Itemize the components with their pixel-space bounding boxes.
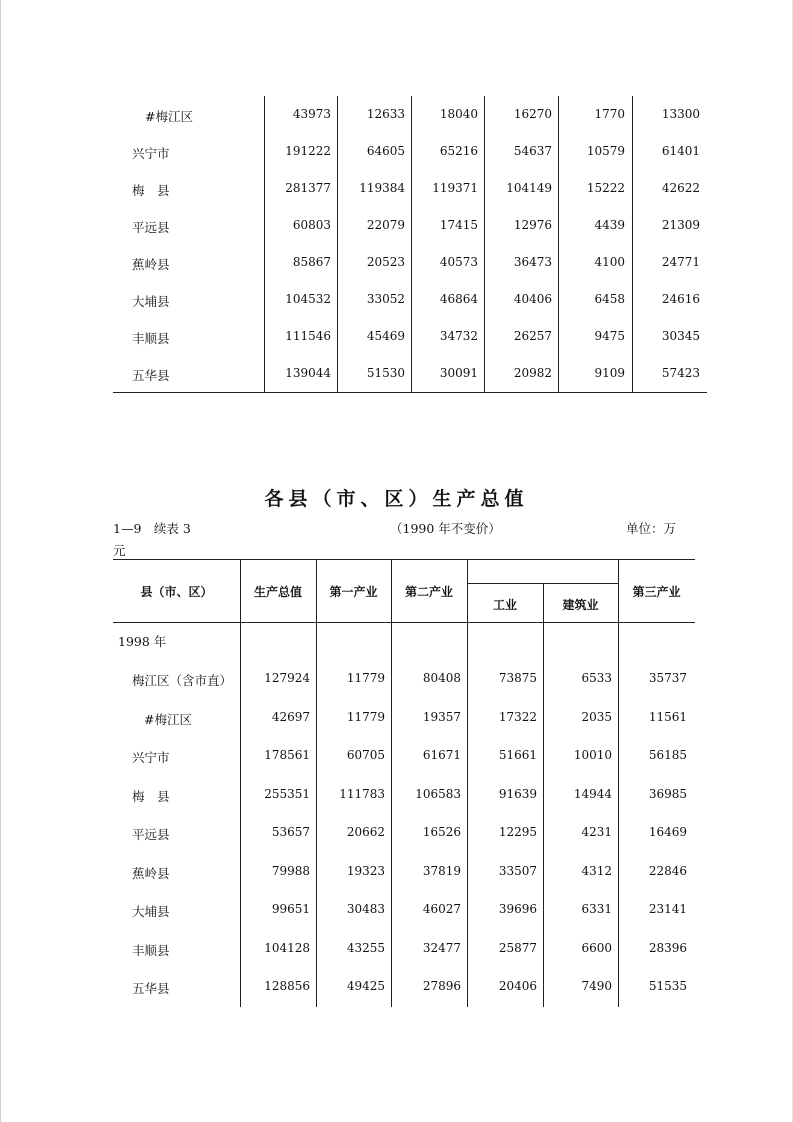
cell-value: 10579 <box>586 144 625 158</box>
cell-value: 11779 <box>346 709 385 724</box>
cell-value: 46027 <box>422 902 461 916</box>
row-name: 大埔县 <box>132 294 170 309</box>
header-secondary: 第二产业 <box>404 585 453 599</box>
cell-value: 61401 <box>661 144 700 158</box>
cell-value: 36473 <box>513 255 552 269</box>
cell-value: 22846 <box>648 863 687 878</box>
cell-value: 20406 <box>498 979 537 993</box>
cell-value: 99651 <box>271 902 310 916</box>
cell-value: 43255 <box>346 940 385 955</box>
cell-value: 73875 <box>498 671 537 685</box>
row-name: 梅 县 <box>132 788 170 804</box>
cell-value: 15222 <box>586 181 625 195</box>
header-gdp: 生产总值 <box>253 585 302 599</box>
table-id: 1—9 续表 3 <box>113 521 191 536</box>
cell-value: 119384 <box>359 181 405 195</box>
cell-value: 43973 <box>292 107 331 121</box>
cell-value: 11779 <box>346 671 385 685</box>
cell-value: 34732 <box>439 329 478 343</box>
cell-value: 36985 <box>648 786 687 801</box>
row-name: 兴宁市 <box>132 750 170 765</box>
table-top-rule <box>113 559 695 560</box>
cell-value: 51530 <box>366 366 405 380</box>
row-name: 蕉岭县 <box>132 257 170 272</box>
cell-value: 23141 <box>648 902 687 916</box>
cell-value: 45469 <box>366 329 405 343</box>
row-name: 蕉岭县 <box>132 865 170 881</box>
year-label: 1998 年 <box>118 634 167 649</box>
cell-value: 178561 <box>264 748 310 762</box>
cell-value: 7490 <box>581 979 612 993</box>
header-tertiary: 第三产业 <box>632 585 681 599</box>
cell-value: 104128 <box>264 940 310 955</box>
cell-value: 104149 <box>506 181 552 195</box>
row-name: 五华县 <box>132 368 170 383</box>
cell-value: 11561 <box>648 709 687 724</box>
cell-value: 9109 <box>594 366 625 380</box>
cell-value: 60705 <box>346 748 385 762</box>
cell-value: 46864 <box>439 292 478 306</box>
cell-value: 9475 <box>594 329 625 343</box>
cell-value: 104532 <box>285 292 331 306</box>
cell-value: 14944 <box>573 786 612 801</box>
column-divider <box>411 96 412 393</box>
column-divider <box>484 96 485 393</box>
cell-value: 255351 <box>264 786 310 801</box>
column-divider <box>558 96 559 393</box>
cell-value: 65216 <box>439 144 478 158</box>
cell-value: 2035 <box>581 709 612 724</box>
cell-value: 30091 <box>439 366 478 380</box>
cell-value: 91639 <box>498 786 537 801</box>
cell-value: 85867 <box>292 255 331 269</box>
cell-value: 56185 <box>648 748 687 762</box>
header-primary: 第一产业 <box>329 585 378 599</box>
cell-value: 21309 <box>661 218 700 232</box>
cell-value: 40573 <box>439 255 478 269</box>
cell-value: 16526 <box>422 825 461 839</box>
cell-value: 27896 <box>422 979 461 993</box>
gdp-table <box>113 559 695 1007</box>
cell-value: 33052 <box>366 292 405 306</box>
cell-value: 60803 <box>292 218 331 232</box>
header-industry: 工业 <box>492 598 517 612</box>
cell-value: 16469 <box>648 825 687 839</box>
row-name: 丰顺县 <box>132 331 170 346</box>
header-bottom-rule <box>113 622 695 623</box>
cell-value: 6533 <box>581 671 612 685</box>
cell-value: 1770 <box>594 107 625 121</box>
table-bottom-rule <box>113 392 707 393</box>
unit-label: 单位：万 <box>626 521 677 536</box>
cell-value: 20523 <box>366 255 405 269</box>
row-name: 五华县 <box>132 981 170 996</box>
row-name: 平远县 <box>132 827 170 842</box>
cell-value: 26257 <box>513 329 552 343</box>
cell-value: 30345 <box>661 329 700 343</box>
cell-value: 24771 <box>661 255 700 269</box>
cell-value: 13300 <box>661 107 700 121</box>
cell-value: 128856 <box>264 979 310 993</box>
page-title: 各县（市、区）生产总值 <box>264 488 529 510</box>
cell-value: 12633 <box>366 107 405 121</box>
cell-value: 51535 <box>648 979 687 993</box>
cell-value: 4100 <box>594 255 625 269</box>
cell-value: 24616 <box>661 292 700 306</box>
cell-value: 80408 <box>422 671 461 685</box>
cell-value: 17415 <box>439 218 478 232</box>
continued-table <box>113 96 707 393</box>
cell-value: 32477 <box>422 940 461 955</box>
cell-value: 106583 <box>415 786 461 801</box>
cell-value: 54637 <box>513 144 552 158</box>
cell-value: 42622 <box>661 181 700 195</box>
cell-value: 127924 <box>264 671 310 685</box>
cell-value: 111546 <box>285 329 331 343</box>
column-divider <box>632 96 633 393</box>
cell-value: 20662 <box>346 825 385 839</box>
cell-value: 51661 <box>498 748 537 762</box>
cell-value: 281377 <box>285 181 331 195</box>
cell-value: 18040 <box>439 107 478 121</box>
cell-value: 28396 <box>648 940 687 955</box>
cell-value: 33507 <box>498 863 537 878</box>
row-name: #梅江区 <box>144 711 192 727</box>
page-left-edge <box>0 0 1 1122</box>
row-name: 大埔县 <box>132 904 170 919</box>
cell-value: 20982 <box>513 366 552 380</box>
cell-value: 4231 <box>581 825 612 839</box>
price-basis: （1990 年不变价） <box>390 521 501 536</box>
cell-value: 6458 <box>594 292 625 306</box>
cell-value: 37819 <box>422 863 461 878</box>
cell-value: 139044 <box>285 366 331 380</box>
cell-value: 4439 <box>594 218 625 232</box>
header-construction: 建筑业 <box>562 598 599 612</box>
cell-value: 191222 <box>285 144 331 158</box>
row-name: 平远县 <box>132 220 170 235</box>
cell-value: 17322 <box>498 709 537 724</box>
cell-value: 111783 <box>339 786 385 801</box>
cell-value: 61671 <box>422 748 461 762</box>
row-name: #梅江区 <box>145 109 193 124</box>
column-divider <box>264 96 265 393</box>
cell-value: 12295 <box>498 825 537 839</box>
cell-value: 119371 <box>432 181 478 195</box>
cell-value: 79988 <box>271 863 310 878</box>
cell-value: 53657 <box>271 825 310 839</box>
cell-value: 40406 <box>513 292 552 306</box>
cell-value: 57423 <box>661 366 700 380</box>
cell-value: 12976 <box>513 218 552 232</box>
cell-value: 19323 <box>346 863 385 878</box>
cell-value: 22079 <box>366 218 405 232</box>
header-county: 县（市、区） <box>140 585 213 599</box>
cell-value: 16270 <box>513 107 552 121</box>
row-name: 兴宁市 <box>132 146 170 161</box>
cell-value: 30483 <box>346 902 385 916</box>
cell-value: 10010 <box>573 748 612 762</box>
cell-value: 25877 <box>498 940 537 955</box>
row-name: 梅江区（含市直） <box>132 673 233 688</box>
column-divider <box>337 96 338 393</box>
cell-value: 4312 <box>581 863 612 878</box>
cell-value: 64605 <box>366 144 405 158</box>
unit-label-wrap: 元 <box>113 543 126 558</box>
cell-value: 6331 <box>581 902 612 916</box>
row-name: 梅 县 <box>132 183 170 198</box>
row-name: 丰顺县 <box>132 942 170 958</box>
cell-value: 39696 <box>498 902 537 916</box>
cell-value: 6600 <box>581 940 612 955</box>
cell-value: 42697 <box>271 709 310 724</box>
cell-value: 19357 <box>422 709 461 724</box>
cell-value: 35737 <box>648 671 687 685</box>
cell-value: 49425 <box>346 979 385 993</box>
